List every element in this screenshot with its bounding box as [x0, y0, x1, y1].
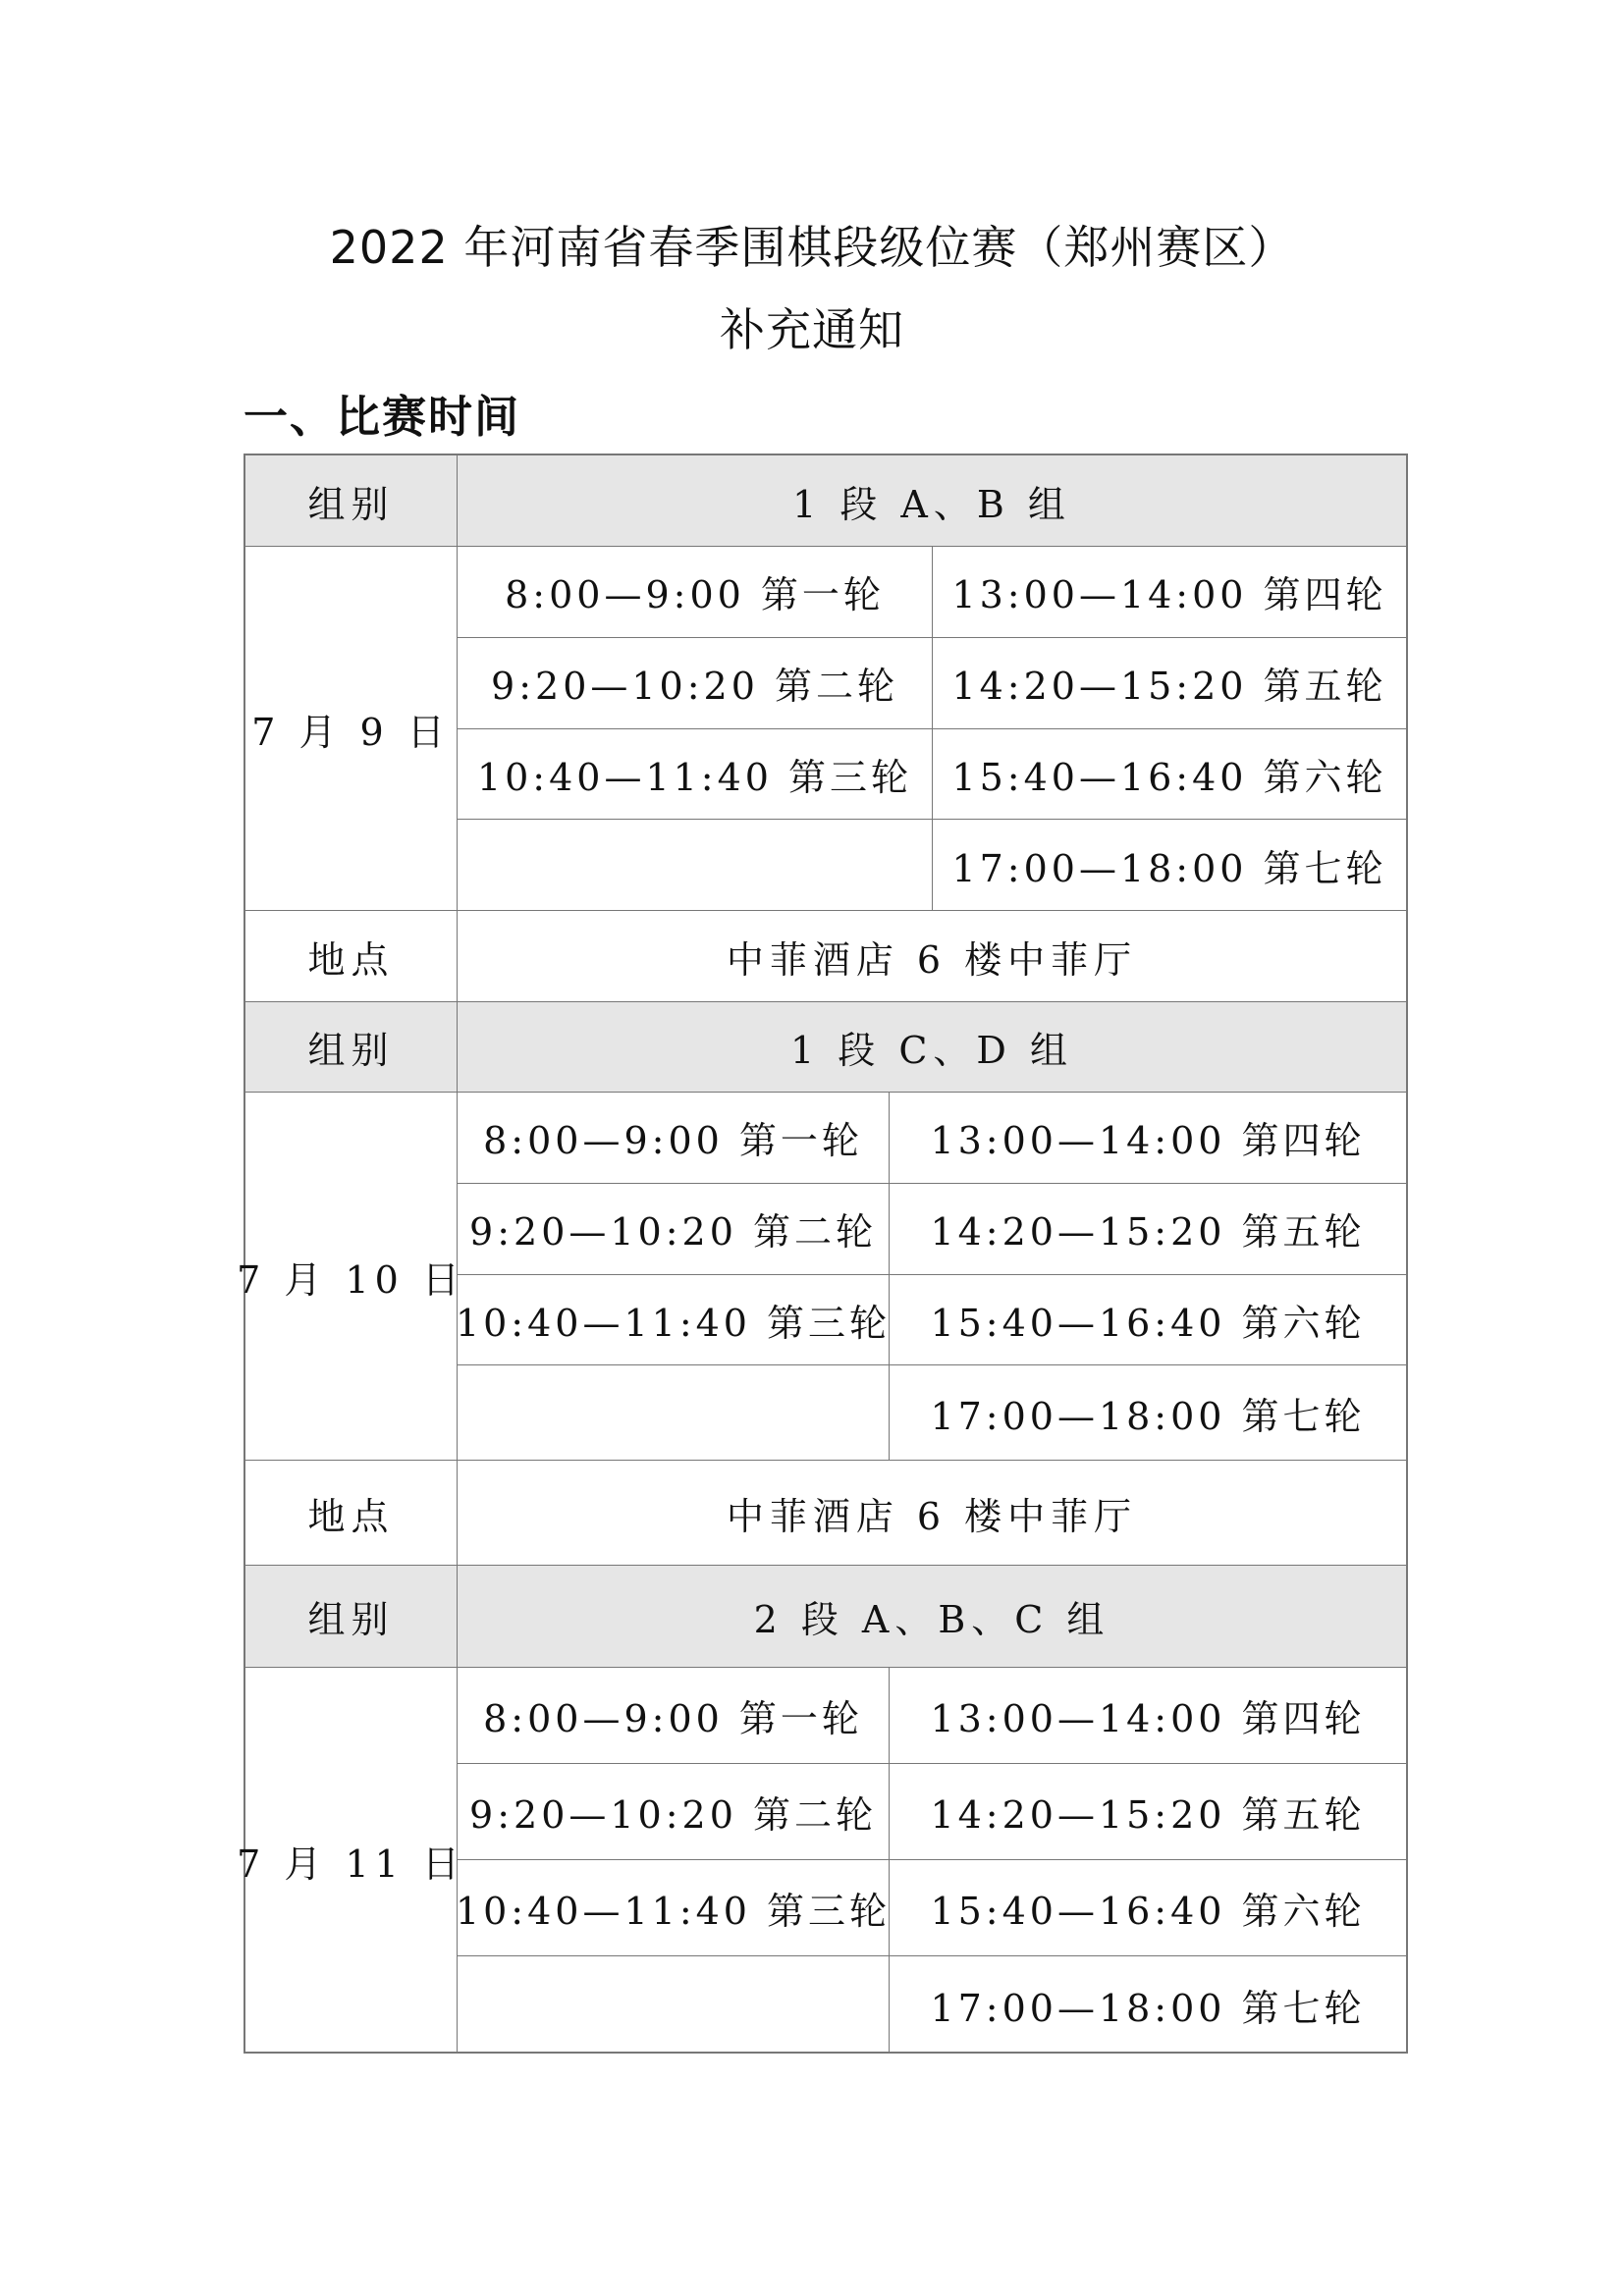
- round-cell: 10:40—11:40 第三轮: [458, 729, 933, 820]
- round-cell: 17:00—18:00 第七轮: [951, 846, 1387, 890]
- venue-label: 地点: [245, 911, 458, 1001]
- round-row: [458, 1764, 1406, 1860]
- rounds-grid: [455, 1093, 1406, 1460]
- notice-subtitle: 补充通知: [720, 303, 904, 356]
- date-label: 7 月 11 日: [245, 1668, 458, 2054]
- round-cell: 13:00—14:00 第四轮: [930, 1697, 1366, 1740]
- round-cell: 15:40—16:40 第六轮: [951, 755, 1387, 799]
- round-row: [458, 1184, 1406, 1275]
- round-cell-empty: [458, 1365, 890, 1460]
- group-label: 组别: [245, 455, 458, 546]
- group-label: 组别: [245, 1002, 458, 1092]
- venue-label: 地点: [245, 1461, 458, 1565]
- round-cell: 8:00—9:00 第一轮: [458, 1093, 890, 1183]
- section-heading-match-time: 一、比赛时间: [244, 391, 521, 443]
- round-cell: 8:00—9:00 第一轮: [458, 1668, 890, 1763]
- round-cell: 17:00—18:00 第七轮: [930, 1394, 1366, 1438]
- date-label: 7 月 10 日: [245, 1093, 458, 1460]
- rounds-grid: [458, 547, 1406, 910]
- round-cell: 14:20—15:20 第五轮: [930, 1793, 1366, 1837]
- round-row: [458, 729, 1406, 821]
- round-cell: 10:40—11:40 第三轮: [458, 1275, 890, 1365]
- round-row: [458, 1668, 1406, 1764]
- venue-value: 中菲酒店 6 楼中菲厅: [726, 937, 1138, 982]
- group-value: 1 段 C、D 组: [790, 1029, 1073, 1072]
- round-cell: 8:00—9:00 第一轮: [458, 547, 933, 637]
- group-value: 1 段 A、B 组: [792, 482, 1071, 526]
- round-cell-empty: [458, 820, 933, 910]
- round-row: [458, 638, 1406, 729]
- round-cell: 14:20—15:20 第五轮: [951, 665, 1387, 709]
- venue-row: [245, 911, 1406, 1002]
- date-block: [237, 1668, 1406, 2054]
- round-cell: 13:00—14:00 第四轮: [930, 1119, 1366, 1163]
- round-cell: 13:00—14:00 第四轮: [951, 573, 1387, 617]
- date-block: [237, 1093, 1406, 1461]
- round-row: [455, 1275, 1406, 1366]
- date-label: 7 月 9 日: [245, 547, 458, 910]
- round-cell: 10:40—11:40 第三轮: [458, 1860, 890, 1955]
- group-header-row: [245, 1566, 1406, 1668]
- group-value: 2 段 A、B、C 组: [753, 1598, 1110, 1641]
- round-cell-empty: [458, 1956, 890, 2054]
- round-row: [458, 1365, 1406, 1460]
- group-header-row: [245, 1002, 1406, 1093]
- venue-row: [245, 1461, 1406, 1566]
- notice-title: 2022 年河南省春季围棋段级位赛（郑州赛区）: [329, 221, 1295, 274]
- group-header-row: [245, 455, 1406, 547]
- round-row: [458, 1956, 1406, 2054]
- round-row: [455, 1860, 1406, 1956]
- date-block: [245, 547, 1406, 911]
- venue-value: 中菲酒店 6 楼中菲厅: [726, 1494, 1138, 1538]
- round-cell: 9:20—10:20 第二轮: [458, 1764, 890, 1859]
- round-cell: 9:20—10:20 第二轮: [458, 1184, 890, 1274]
- rounds-grid: [455, 1668, 1406, 2054]
- round-cell: 14:20—15:20 第五轮: [930, 1210, 1366, 1255]
- round-row: [458, 547, 1406, 638]
- schedule-table: [237, 454, 1408, 2054]
- round-cell: 15:40—16:40 第六轮: [930, 1301, 1366, 1345]
- round-cell: 15:40—16:40 第六轮: [930, 1890, 1366, 1933]
- round-cell: 9:20—10:20 第二轮: [458, 638, 933, 728]
- round-row: [458, 820, 1406, 910]
- round-cell: 17:00—18:00 第七轮: [930, 1987, 1366, 2030]
- group-label: 组别: [245, 1566, 458, 1667]
- round-row: [458, 1093, 1406, 1184]
